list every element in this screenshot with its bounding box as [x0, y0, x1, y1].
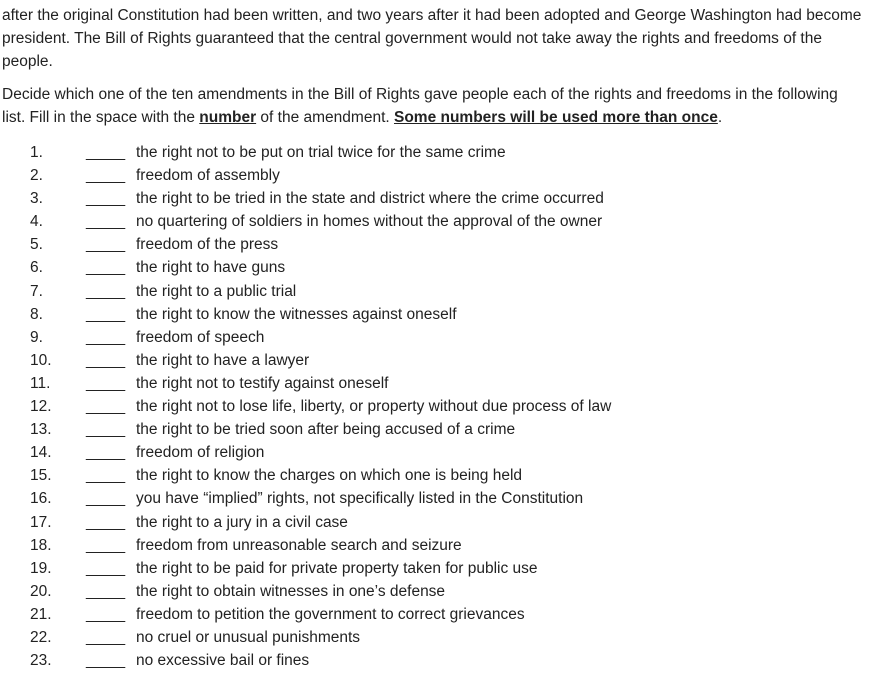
question-text: the right to be paid for private property taken for public use — [136, 559, 538, 577]
instructions-paragraph — [2, 83, 862, 129]
question-item — [2, 441, 871, 464]
instructions-text-1: Decide which one of the ten amendments in the Bill of Rights gave people each of the rights and freedoms in the following list. Fill in the space with the — [2, 86, 838, 126]
question-number: 15. — [30, 467, 52, 485]
question-text: freedom of the press — [136, 236, 279, 254]
question-item — [2, 464, 871, 487]
question-item — [2, 256, 871, 279]
question-text: no cruel or unusual punishments — [136, 628, 361, 646]
question-item — [2, 649, 871, 672]
question-text: the right to be tried in the state and district where the crime occurred — [136, 190, 604, 208]
question-number: 21. — [30, 605, 52, 623]
answer-blank[interactable]: _____ — [86, 282, 125, 300]
question-text: the right not to be put on trial twice for the same crime — [136, 144, 506, 161]
answer-blank[interactable]: _____ — [86, 513, 125, 531]
question-item — [2, 487, 871, 510]
question-item — [2, 164, 871, 187]
intro-paragraph: after the original Constitution had been written, and two years after it had been adopted and George Washington had become president. The Bill of Rights guaranteed that the central government would not take away the rights and freedoms of the people. — [2, 7, 862, 70]
question-text: the right to a public trial — [136, 282, 297, 300]
question-number: 19. — [30, 559, 52, 577]
instructions-emphasis-number: number — [199, 109, 257, 126]
question-text: the right to know the witnesses against oneself — [136, 305, 457, 323]
answer-blank[interactable]: _____ — [86, 374, 125, 392]
question-number: 13. — [30, 421, 52, 439]
question-text: you have “implied” rights, not specifically listed in the Constitution — [136, 490, 584, 508]
answer-blank[interactable]: _____ — [86, 467, 125, 485]
answer-blank[interactable]: _____ — [86, 236, 125, 254]
question-text: freedom of speech — [136, 328, 265, 346]
question-text: freedom to petition the government to correct grievances — [136, 605, 525, 623]
question-number: 2. — [30, 167, 43, 185]
question-number: 4. — [30, 213, 43, 231]
answer-blank[interactable]: _____ — [86, 305, 125, 323]
answer-blank[interactable]: _____ — [86, 398, 125, 416]
instructions-emphasis-note: Some numbers will be used more than once — [393, 109, 718, 126]
question-number: 18. — [30, 536, 52, 554]
answer-blank[interactable]: _____ — [86, 444, 125, 462]
question-text: no excessive bail or fines — [136, 652, 310, 670]
question-number: 20. — [30, 582, 52, 600]
answer-blank[interactable]: _____ — [86, 259, 125, 277]
question-item — [2, 210, 871, 233]
answer-blank[interactable]: _____ — [86, 328, 125, 346]
instructions-text-2: of the amendment. — [256, 109, 394, 126]
question-number: 16. — [30, 490, 52, 508]
question-number: 17. — [30, 513, 52, 531]
question-text: the right not to testify against oneself — [136, 374, 389, 392]
answer-blank[interactable]: _____ — [86, 167, 125, 185]
question-text: freedom from unreasonable search and seizure — [136, 536, 462, 554]
question-number: 23. — [30, 652, 52, 670]
question-item — [2, 372, 871, 395]
question-item — [2, 418, 871, 441]
question-item — [2, 557, 871, 580]
question-number: 10. — [30, 351, 52, 369]
question-number: 6. — [30, 259, 43, 277]
question-item — [2, 326, 871, 349]
question-number: 5. — [30, 236, 43, 254]
answer-blank[interactable]: _____ — [86, 490, 125, 508]
question-item — [2, 303, 871, 326]
question-text: the right to have a lawyer — [136, 351, 310, 369]
answer-blank[interactable]: _____ — [86, 582, 125, 600]
answer-blank[interactable]: _____ — [86, 421, 125, 439]
question-number: 3. — [30, 190, 43, 208]
answer-blank[interactable]: _____ — [86, 190, 125, 208]
answer-blank[interactable]: _____ — [86, 628, 125, 646]
question-item — [2, 580, 871, 603]
question-number: 8. — [30, 305, 43, 323]
answer-blank[interactable]: _____ — [86, 144, 125, 161]
answer-blank[interactable]: _____ — [86, 652, 125, 670]
question-item — [2, 233, 871, 256]
question-item — [2, 141, 871, 164]
instructions-text-3: . — [717, 109, 723, 126]
question-item — [2, 349, 871, 372]
question-item — [2, 534, 871, 557]
question-text: freedom of assembly — [136, 167, 280, 185]
question-number: 12. — [30, 398, 52, 416]
question-item — [2, 187, 871, 210]
question-text: the right to obtain witnesses in one’s defense — [136, 582, 446, 600]
question-item — [2, 603, 871, 626]
answer-blank[interactable]: _____ — [86, 605, 125, 623]
question-number: 11. — [30, 374, 51, 392]
question-item — [2, 626, 871, 649]
question-text: the right not to lose life, liberty, or property without due process of law — [136, 398, 612, 416]
question-item — [2, 280, 871, 303]
question-text: the right to have guns — [136, 259, 286, 277]
question-number: 14. — [30, 444, 52, 462]
question-number: 9. — [30, 328, 43, 346]
answer-blank[interactable]: _____ — [86, 213, 125, 231]
question-number: 1. — [30, 144, 43, 161]
question-text: no quartering of soldiers in homes without the approval of the owner — [136, 213, 603, 231]
question-text: the right to know the charges on which one is being held — [136, 467, 523, 485]
question-number: 7. — [30, 282, 43, 300]
question-list — [2, 141, 871, 672]
answer-blank[interactable]: _____ — [86, 559, 125, 577]
question-item — [2, 395, 871, 418]
answer-blank[interactable]: _____ — [86, 351, 125, 369]
answer-blank[interactable]: _____ — [86, 536, 125, 554]
question-text: the right to a jury in a civil case — [136, 513, 348, 531]
question-number: 22. — [30, 628, 52, 646]
question-item — [2, 511, 871, 534]
question-text: the right to be tried soon after being accused of a crime — [136, 421, 516, 439]
question-text: freedom of religion — [136, 444, 265, 462]
